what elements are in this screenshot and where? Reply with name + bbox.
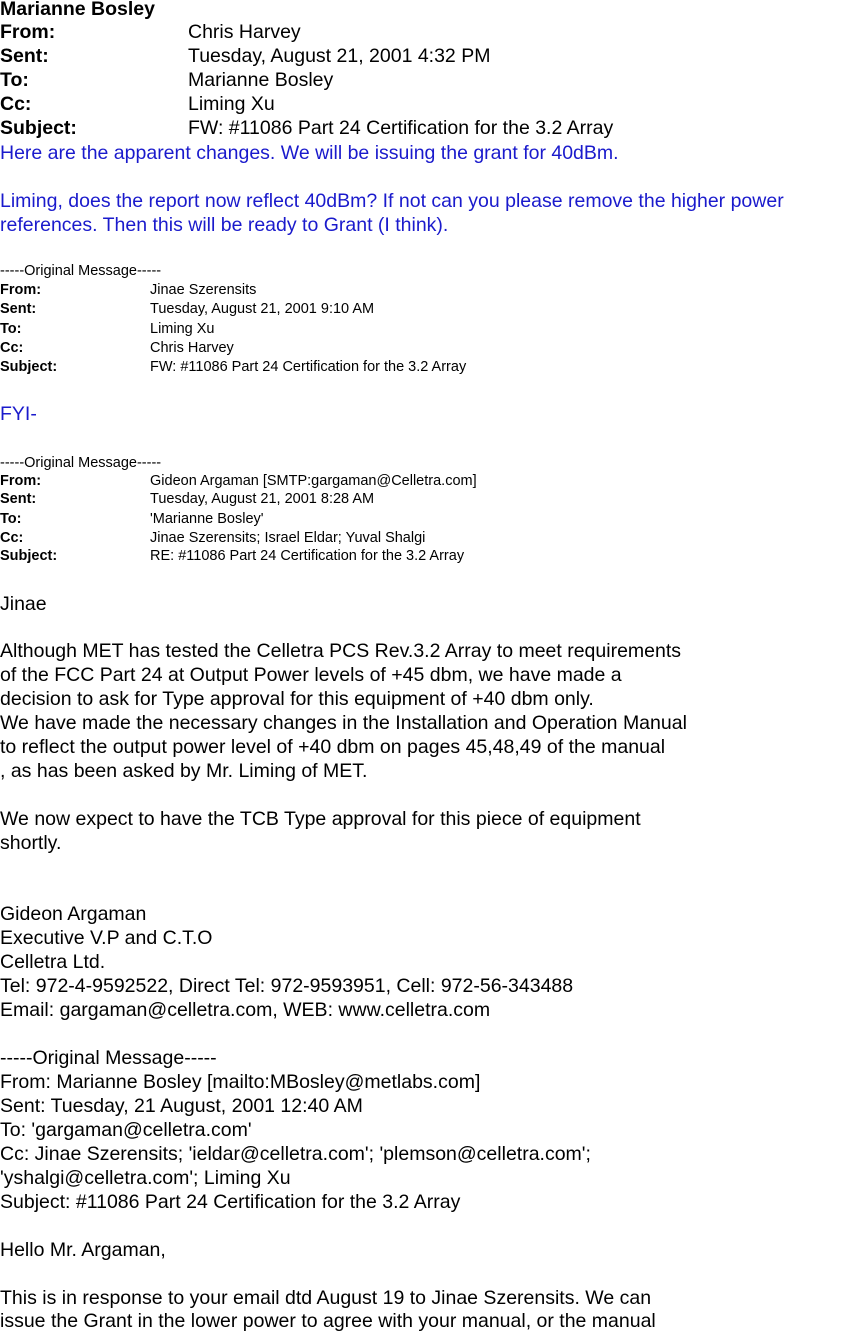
original-2-from-value: Gideon Argaman [SMTP:gargaman@Celletra.com]: [150, 473, 477, 489]
original-2-subject-label: Subject:: [0, 548, 58, 564]
original-2-paragraph1-line: , as has been asked by Mr. Liming of MET.: [0, 760, 368, 782]
signature-title: Executive V.P and C.T.O: [0, 927, 213, 949]
original-3-from-line: From: Marianne Bosley [mailto:MBosley@metlabs.com]: [0, 1071, 481, 1093]
header-subject-label: Subject:: [0, 117, 77, 139]
original-3-separator: -----Original Message-----: [0, 1047, 217, 1069]
header-sent-label: Sent:: [0, 45, 49, 67]
original-1-to-value: Liming Xu: [150, 321, 215, 337]
mailbox-owner-name: Marianne Bosley: [0, 0, 155, 20]
original-2-to-label: To:: [0, 511, 22, 527]
original-2-paragraph1-line: decision to ask for Type approval for this equipment of +40 dbm only.: [0, 688, 594, 710]
original-2-greeting: Jinae: [0, 593, 47, 615]
original-1-subject-label: Subject:: [0, 359, 58, 375]
original-3-paragraph-line: This is in response to your email dtd August 19 to Jinae Szerensits. We can: [0, 1287, 652, 1309]
original-1-cc-label: Cc:: [0, 340, 24, 356]
original-1-sent-label: Sent:: [0, 301, 37, 317]
original-2-subject-value: RE: #11086 Part 24 Certification for the 3.2 Array: [150, 548, 465, 564]
header-cc-value: Liming Xu: [188, 93, 275, 115]
original-1-to-label: To:: [0, 321, 22, 337]
header-to-label: To:: [0, 69, 29, 91]
signature-phone: Tel: 972-4-9592522, Direct Tel: 972-9593951, Cell: 972-56-343488: [0, 975, 574, 997]
reply-line-1: Here are the apparent changes. We will be issuing the grant for 40dBm.: [0, 142, 619, 164]
signature-name: Gideon Argaman: [0, 903, 147, 925]
header-cc-label: Cc:: [0, 93, 32, 115]
original-3-cc-line-2: 'yshalgi@celletra.com'; Liming Xu: [0, 1167, 291, 1189]
signature-company: Celletra Ltd.: [0, 951, 106, 973]
original-2-cc-label: Cc:: [0, 530, 24, 546]
original-2-paragraph2-line: shortly.: [0, 832, 62, 854]
original-3-to-line: To: 'gargaman@celletra.com': [0, 1119, 252, 1141]
original-2-paragraph1-line: Although MET has tested the Celletra PCS Rev.3.2 Array to meet requirements: [0, 640, 682, 662]
header-from-label: From:: [0, 21, 56, 43]
original-2-separator: -----Original Message-----: [0, 455, 162, 471]
original-2-paragraph1-line: of the FCC Part 24 at Output Power levels of +45 dbm, we have made a: [0, 664, 622, 686]
reply-line-3: references. Then this will be ready to Grant (I think).: [0, 214, 449, 236]
original-3-sent-line: Sent: Tuesday, 21 August, 2001 12:40 AM: [0, 1095, 363, 1117]
original-3-cc-line-1: Cc: Jinae Szerensits; 'ieldar@celletra.com'; 'plemson@celletra.com';: [0, 1143, 591, 1165]
original-3-paragraph-line: issue the Grant in the lower power to agree with your manual, or the manual: [0, 1310, 656, 1332]
header-subject-value: FW: #11086 Part 24 Certification for the 3.2 Array: [188, 117, 614, 139]
header-to-value: Marianne Bosley: [188, 69, 334, 91]
original-1-separator: -----Original Message-----: [0, 263, 162, 279]
original-2-cc-value: Jinae Szerensits; Israel Eldar; Yuval Shalgi: [150, 530, 426, 546]
header-from-value: Chris Harvey: [188, 21, 301, 43]
original-1-body: FYI-: [0, 403, 37, 425]
original-3-greeting: Hello Mr. Argaman,: [0, 1239, 166, 1261]
original-2-from-label: From:: [0, 473, 42, 489]
original-2-sent-label: Sent:: [0, 491, 37, 507]
reply-line-2: Liming, does the report now reflect 40dBm? If not can you please remove the higher power: [0, 190, 784, 212]
original-2-sent-value: Tuesday, August 21, 2001 8:28 AM: [150, 491, 375, 507]
original-1-cc-value: Chris Harvey: [150, 340, 234, 356]
original-1-from-value: Jinae Szerensits: [150, 282, 257, 298]
original-2-to-value: 'Marianne Bosley': [150, 511, 264, 527]
original-1-sent-value: Tuesday, August 21, 2001 9:10 AM: [150, 301, 375, 317]
original-2-paragraph1-line: to reflect the output power level of +40 dbm on pages 45,48,49 of the manual: [0, 736, 666, 758]
original-1-from-label: From:: [0, 282, 42, 298]
original-2-paragraph1-line: We have made the necessary changes in the Installation and Operation Manual: [0, 712, 687, 734]
header-sent-value: Tuesday, August 21, 2001 4:32 PM: [188, 45, 491, 67]
signature-email-web: Email: gargaman@celletra.com, WEB: www.celletra.com: [0, 999, 491, 1021]
original-1-subject-value: FW: #11086 Part 24 Certification for the 3.2 Array: [150, 359, 467, 375]
original-2-paragraph2-line: We now expect to have the TCB Type approval for this piece of equipment: [0, 808, 641, 830]
original-3-subject-line: Subject: #11086 Part 24 Certification for the 3.2 Array: [0, 1191, 461, 1213]
